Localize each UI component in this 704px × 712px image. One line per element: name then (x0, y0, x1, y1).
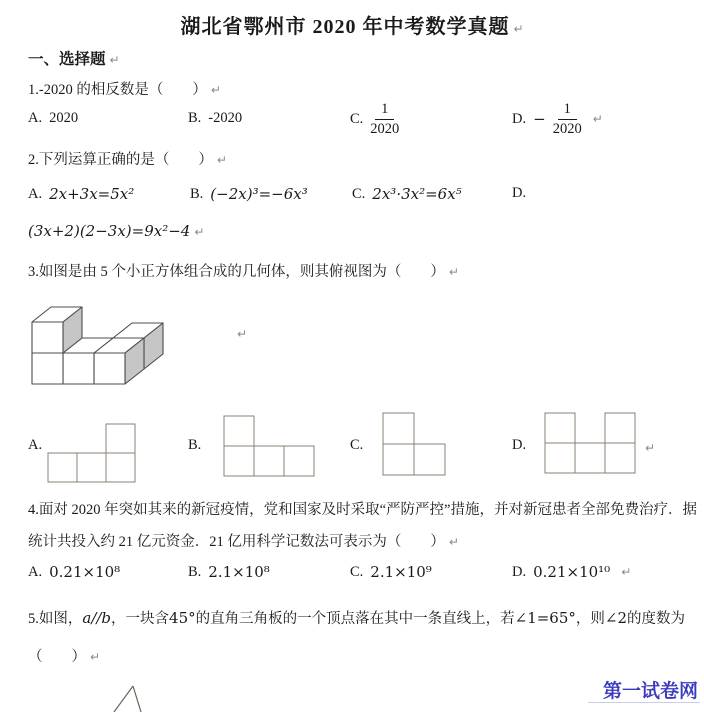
triangle-right-edge (133, 686, 141, 712)
cube-front-face (32, 322, 63, 353)
top-view-option-c-figure (380, 411, 450, 479)
q2-option-c (352, 185, 462, 203)
paragraph-mark: ↵ (210, 83, 221, 97)
grid-square (48, 453, 77, 482)
watermark: 第一试卷网 (602, 681, 698, 702)
page-title-row (0, 10, 704, 39)
q1-stem-text: 1.-2020 的相反数是（ ） (28, 82, 207, 98)
q2-stem-text: 2.下列运算正确的是（ ） (28, 152, 213, 168)
q5-stem (28, 607, 685, 628)
option-label-d: D. (512, 185, 527, 201)
q1-option-d (512, 96, 603, 142)
grid-square (383, 444, 414, 475)
option-label-c: C. (352, 185, 366, 202)
q2-option-d-expression (28, 222, 204, 241)
fraction (370, 101, 399, 137)
option-label-a: A. (28, 437, 43, 453)
option-label-c: C. (350, 563, 364, 580)
top-view-option-b-figure (222, 414, 318, 480)
q4-option-c (350, 563, 432, 581)
paragraph-mark: ↵ (194, 225, 205, 239)
cube-front-face (94, 353, 125, 384)
q4-option-d-value: 0.21×10¹⁰ (533, 563, 611, 581)
paragraph-mark: ↵ (592, 112, 603, 126)
grid-square (605, 443, 635, 473)
q4-stem-line2 (28, 530, 459, 551)
grid-square (77, 453, 106, 482)
paragraph-mark: ↵ (237, 327, 248, 341)
q2-option-a-expr: 2x+3x=5x² (49, 185, 135, 203)
option-label-d: D. (512, 437, 527, 453)
q5-text: ，一块含 (111, 611, 170, 627)
q5-math-parallel: a//b (82, 609, 112, 627)
q4-option-b (188, 563, 270, 581)
option-label-b: B. (190, 185, 204, 202)
cube-front-face (63, 353, 94, 384)
q5-text: 5.如图， (28, 611, 83, 627)
q4-stem-line2-text: 统计共投入约 21 亿元资金．21 亿用科学记数法可表示为（ ） (28, 534, 445, 550)
paragraph-mark: ↵ (109, 53, 120, 67)
q5-angle-45: 45° (169, 609, 196, 627)
grid-square (545, 413, 575, 443)
q1-option-a (28, 110, 78, 127)
q2-stem (28, 148, 227, 169)
q2-option-b-expr: (−2x)³=−6x³ (210, 185, 308, 203)
q4-option-a (28, 563, 120, 581)
q4-option-c-value: 2.1×10⁹ (370, 563, 432, 581)
q5-stem-line2 (28, 645, 100, 666)
option-label-b: B. (188, 563, 202, 580)
option-label-b: B. (188, 110, 202, 126)
paragraph-mark: ↵ (90, 650, 101, 664)
q5-text: ，则 (575, 611, 605, 627)
option-label-c: C. (350, 437, 364, 453)
grid-square (106, 453, 135, 482)
q1-option-b-value: -2020 (208, 110, 243, 126)
fraction-denominator: 2020 (370, 120, 400, 137)
option-label-b: B. (188, 437, 202, 453)
fraction-numerator: 1 (558, 101, 577, 120)
q2-option-b (190, 185, 308, 203)
q4-option-d (512, 563, 631, 581)
triangle-figure-partial (100, 684, 160, 712)
paragraph-mark: ↵ (645, 441, 656, 455)
fraction (553, 101, 582, 137)
grid-square (605, 413, 635, 443)
paragraph-mark: ↵ (448, 535, 459, 549)
paragraph-mark: ↵ (216, 153, 227, 167)
paragraph-mark: ↵ (448, 265, 459, 279)
paragraph-mark: ↵ (513, 22, 524, 36)
q4-option-b-value: 2.1×10⁸ (208, 563, 270, 581)
q1-option-b (188, 110, 242, 127)
minus-sign: − (533, 110, 546, 128)
option-label-d: D. (512, 110, 527, 127)
grid-square (575, 443, 605, 473)
q3-stem (28, 260, 459, 281)
q5-parens: （ ） (28, 649, 86, 665)
fraction-denominator: 2020 (552, 120, 582, 137)
q2-option-d-expr: (3x+2)(2−3x)=9x²−4 (28, 222, 191, 240)
q1-option-a-value: 2020 (49, 110, 79, 126)
option-label-d: D. (512, 563, 527, 580)
option-label-a: A. (28, 185, 43, 202)
triangle-left-edge (114, 686, 133, 712)
option-label-a: A. (28, 110, 43, 126)
q5-text: 的度数为 (627, 611, 686, 627)
watermark-underline (588, 702, 700, 703)
q4-stem-line1: 4.面对 2020 年突如其来的新冠疫情，党和国家及时采取“严防严控”措施，并对新冠患者全部免费治疗．据 (28, 502, 697, 518)
section-heading-row (28, 47, 120, 69)
q2-option-c-expr: 2x³·3x²=6x⁵ (372, 185, 462, 203)
q2-option-a (28, 185, 134, 203)
grid-square (254, 446, 284, 476)
q5-angle-1: ∠1=65° (514, 609, 576, 627)
q1-stem (28, 78, 221, 99)
grid-square (224, 446, 254, 476)
paragraph-mark: ↵ (621, 565, 632, 579)
grid-square (383, 413, 414, 444)
top-view-option-d-figure (543, 411, 638, 477)
grid-square (106, 424, 135, 453)
q1-option-c (350, 96, 399, 142)
fraction-numerator: 1 (375, 101, 394, 120)
q5-angle-2: ∠2 (604, 609, 628, 627)
option-label-a: A. (28, 563, 43, 580)
option-label-c: C. (350, 110, 364, 127)
cubes-solid-figure (30, 296, 180, 388)
q5-text: 的直角三角板的一个顶点落在其中一条直线上，若 (195, 611, 515, 627)
q4-option-a-value: 0.21×10⁸ (49, 563, 121, 581)
top-view-option-a-figure (46, 420, 142, 485)
q2-option-d (512, 185, 526, 202)
options-row-paragraph-mark (641, 440, 655, 457)
grid-square (545, 443, 575, 473)
cube-front-face (32, 353, 63, 384)
section-heading: 一、选择题 (28, 51, 106, 68)
q3-stem-text: 3.如图是由 5 个小正方体组合成的几何体，则其俯视图为（ ） (28, 264, 445, 280)
grid-square (284, 446, 314, 476)
page-title: 湖北省鄂州市 2020 年中考数学真题 (180, 16, 510, 38)
figure-paragraph-mark-row (233, 326, 247, 343)
grid-square (414, 444, 445, 475)
grid-square (224, 416, 254, 446)
